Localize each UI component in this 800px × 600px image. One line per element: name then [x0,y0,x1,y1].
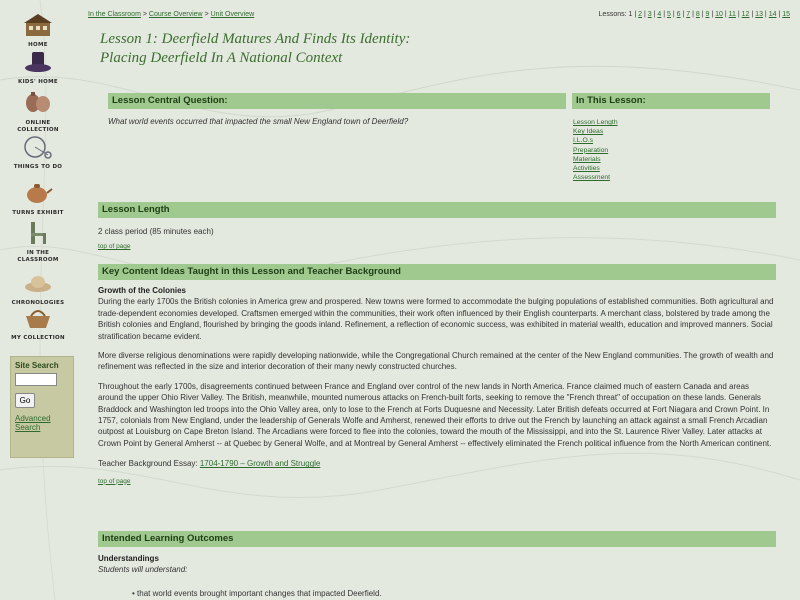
lesson-link-9[interactable]: 9 [705,11,710,18]
toc-assessment[interactable]: Assessment [573,174,611,182]
central-question-section [108,93,566,126]
lesson-length-text: 2 class period (85 minutes each) [98,227,214,236]
lesson-link-10[interactable]: 10 [715,11,723,18]
understandings-subheading: Understandings [98,554,159,563]
site-search-panel [10,356,74,458]
key-content-header: Key Content Ideas Taught in this Lesson and Teacher Background [98,264,776,280]
nav-in-the-classroom-label: IN THE CLASSROOM [17,250,59,263]
lesson-length-section [98,202,776,250]
nav-things-to-do-label: THINGS TO DO [13,164,63,170]
breadcrumb-unit-overview[interactable]: Unit Overview [210,11,255,18]
teacher-essay-label: Teacher Background Essay: [98,459,198,469]
central-question-header: Lesson Central Question: [108,93,566,109]
site-search-title: Site Search [15,361,59,370]
ilo-header: Intended Learning Outcomes [98,531,776,547]
chair-icon [23,218,53,248]
key-paragraph-1: During the early 1700s the British colonies in America grew and prospered. New towns were formed to accommodate the bulging populations of established communities. Both agricultural and trade-dependent economies developed. Craftsmen emerged within the communities, their work often influenced by their English counterparts. A merchant class, bolstered by trade among the British colonies and England, flourished by bringing the goods inland. Refinement, a reflection of economic success, was exhibited in material wealth, education and improved manners. Social stratification became evident. [98,297,774,341]
advanced-search-link[interactable]: Advanced Search [15,414,51,432]
teacher-essay-line [98,458,776,469]
main-content [98,30,776,598]
top-of-page-link[interactable]: top of page [98,477,131,485]
nav-chronologies-label: CHRONOLOGIES [11,300,65,306]
nav-my-collection-label: MY COLLECTION [11,335,65,341]
bicycle-icon [23,132,53,162]
toc-activities[interactable]: Activities [573,165,600,173]
nav-kids-home[interactable] [8,47,68,86]
lesson-link-7[interactable]: 7 [686,11,691,18]
lesson-link-6[interactable]: 6 [676,11,681,18]
go-button[interactable]: Go [15,393,35,408]
ilo-bullet: • that world events brought important changes that impacted Deerfield. [132,588,382,598]
lesson-link-11[interactable]: 11 [728,11,736,18]
in-this-lesson-header: In This Lesson: [572,93,770,109]
lesson-current: 1 [628,11,633,18]
toc-ilos[interactable]: I.L.O.s [573,137,594,145]
toc-materials[interactable]: Materials [573,155,601,163]
bottles-icon [23,88,53,118]
in-this-lesson-list [572,118,770,182]
ilo-section [98,531,776,599]
breadcrumb-separator: > [204,11,209,18]
lesson-link-3[interactable]: 3 [647,11,652,18]
in-this-lesson-section [572,93,770,182]
search-input[interactable] [15,373,57,386]
lesson-link-15[interactable]: 15 [782,11,790,18]
understandings-intro: Students will understand: [98,565,188,575]
lesson-link-8[interactable]: 8 [695,11,700,18]
nav-turns-exhibit[interactable] [8,178,68,217]
page-title-line1: Lesson 1: Deerfield Matures And Finds Its Identity: [100,31,411,47]
lessons-label: Lessons: [598,11,627,18]
lesson-link-4[interactable]: 4 [657,11,662,18]
sidebar-nav [0,0,78,600]
breadcrumb-course-overview[interactable]: Course Overview [148,11,203,18]
house-icon [23,10,53,40]
lesson-pager: Lessons: 1 | 2 | 3 | 4 | 5 | 6 | 7 | 8 | 9 | 10 | 11 | 12 | 13 | 14 | 15 [598,11,790,18]
breadcrumb-separator: > [142,11,147,18]
teapot-icon [23,178,53,208]
nav-kids-home-label: KIDS' HOME [18,79,58,85]
teacher-essay-link[interactable]: 1704-1790 – Growth and Struggle [199,459,321,469]
top-of-page-link[interactable]: top of page [98,243,131,251]
page-title [100,30,776,68]
page-title-line2: Placing Deerfield In A National Context [100,50,343,66]
nav-things-to-do[interactable] [8,132,68,171]
nav-online-collection[interactable] [8,88,68,134]
nav-home[interactable] [8,10,68,49]
nav-chronologies[interactable] [8,268,68,307]
nav-in-the-classroom[interactable] [8,218,68,264]
central-question-text: What world events occurred that impacted the small New England town of Deerfield? [108,117,409,126]
breadcrumb [88,11,254,18]
growth-subheading: Growth of the Colonies [98,286,186,295]
top-bar [88,11,790,23]
toc-lesson-length[interactable]: Lesson Length [573,119,618,126]
key-content-section [98,264,776,485]
breadcrumb-classroom[interactable]: In the Classroom [88,11,141,18]
nav-home-label: HOME [28,42,48,48]
lesson-link-13[interactable]: 13 [755,11,763,18]
hat-icon [23,47,53,77]
hat-chronologies-icon [23,268,53,298]
toc-preparation[interactable]: Preparation [573,146,609,154]
nav-turns-exhibit-label: TURNS EXHIBIT [12,210,64,216]
basket-icon [23,303,53,333]
key-paragraph-2: More diverse religious denominations were rapidly developing nationwide, while the Congregational Church remained at the center of the New England communities. The growth of wealth and refinement was reflected in the size and interior decoration of their many newly constructed churches. [98,351,774,372]
lesson-link-14[interactable]: 14 [768,11,777,18]
lesson-link-12[interactable]: 12 [741,11,750,18]
lesson-link-2[interactable]: 2 [638,11,643,18]
lesson-length-header: Lesson Length [98,202,776,218]
nav-online-collection-label: ONLINE COLLECTION [17,120,59,133]
ilo-bullet-text: that world events brought important changes that impacted Deerfield. [137,588,382,598]
toc-key-ideas[interactable]: Key Ideas [573,128,604,136]
lesson-link-5[interactable]: 5 [667,11,671,18]
key-paragraph-3: Throughout the early 1700s, disagreements continued between France and England over control of the new lands in North America. France claimed much of eastern Canada and areas around the upper Ohio River Valley. The British, meanwhile, mounted numerous attacks on French-built forts, seeking to remove the "French threat" of occupation on these lands. Generals Braddock and Washington led troops into the Ohio Valley area, only to lose to the French at Forts Duquesne and Necessity. Later British defeats occurred at Fort Niagara and Crown Point. In 1757, colonials from New England, under the leadership of Generals Wolfe and Amherst, renewed their efforts to drive out the French by launching an attack against a small French Arcadian outpost at Louisburg on Cape Breton Island. The Arcadians were forced to flee into the colonies, toward the mouth of the Mississippi, and into the St. Laurence River Valley. Later attacks at Crown Point by General Amherst -- at Quebec by General Wolfe, and at Montreal by General Amherst -- effectively eliminated the French political influence from the North American continent. [98,381,772,448]
nav-my-collection[interactable] [8,303,68,342]
